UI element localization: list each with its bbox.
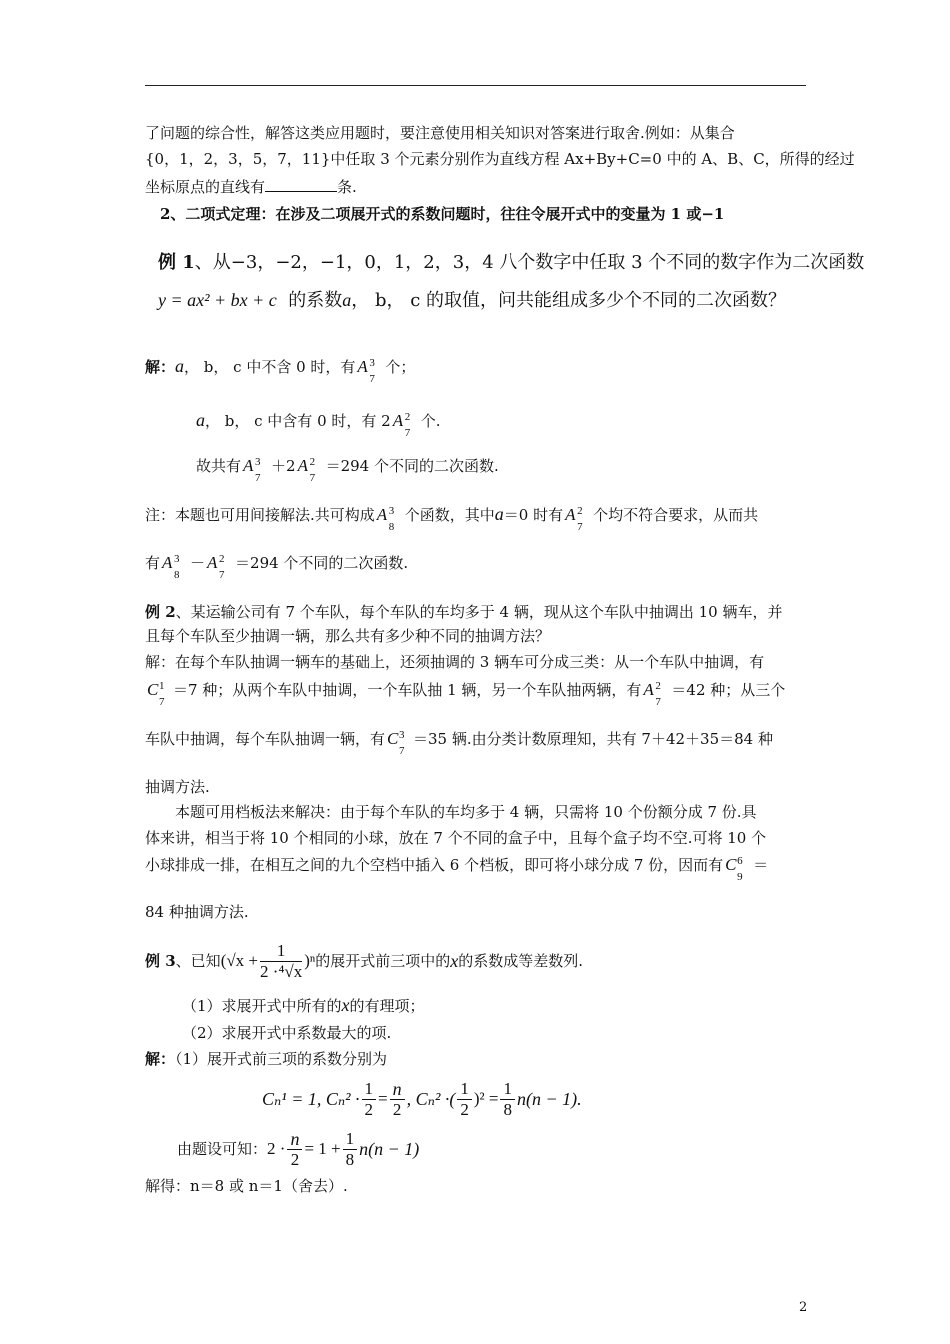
- coefficient-formula: Cₙ¹ = 1, Cₙ² · $\frac{1}{2}$ = $\frac{n}{2}$ , Cₙ² ·( $\frac{1}{2}$ )² = $\frac{1}{8}$ n(n − 1).: [262, 1078, 582, 1119]
- example-3-answer: 解得：n＝8 或 n＝1（舍去）.: [145, 1177, 348, 1195]
- solution-1-line-2: a， b， c 中含有 0 时，有 2 A 2 7 个.: [196, 410, 441, 439]
- note-line-2: 有 A 3 8 － A 2 7 ＝294 个不同的二次函数.: [145, 553, 409, 581]
- example-2-alt-2: 体来讲，相当于将 10 个相同的小球，放在 7 个不同的盒子中，且每个盒子均不空.可将 10 个: [145, 829, 767, 847]
- example-2-solution-3: 车队中抽调，每个车队抽调一辆，有 C 3 7 ＝35 辆.由分类计数原理知，共有 7＋42＋35＝84 种: [145, 729, 773, 757]
- example-3-line-1: 例 3 、已知 (√x + $\frac{1}{\text{2 ·⁴√x}}$ )ⁿ 的展开式前三项中的 x 的系数成等差数列.: [145, 940, 584, 981]
- example-2-line-1: 例 2、某运输公司有 7 个车队，每个车队的车均多于 4 辆，现从这个车队中抽调出 10 辆车，并: [145, 603, 783, 621]
- example-2-solution-1: 解：在每个车队抽调一辆车的基础上，还须抽调的 3 辆车可分成三类：从一个车队中抽调，有: [145, 653, 765, 671]
- example-1-line-2: y = ax² + bx + c 的系数a， b， c 的取值，问共能组成多少个不同的二次函数？: [158, 290, 787, 311]
- A-7-3: A 3 7: [357, 357, 375, 385]
- example-3-solution-1: 解：（1）展开式前三项的系数分别为: [145, 1050, 388, 1068]
- example-2-alt-3: 小球排成一排，在相互之间的九个空档中插入 6 个档板，即可将小球分成 7 份，因而有 C 6 9 ＝: [145, 855, 769, 883]
- example-2-solution-2: C 1 7 ＝7 种；从两个车队中抽调，一个车队抽 1 辆，另一个车队抽两辆，有 A 2 7 ＝42 种；从三个: [147, 680, 786, 708]
- intro-line-1: 了问题的综合性，解答这类应用题时，要注意使用相关知识对答案进行取舍.例如：从集合: [145, 124, 735, 142]
- intro-line-2: {0，1，2，3，5，7，11}中任取 3 个元素分别作为直线方程 Ax+By+C=0 中的 A、B、C，所得的经过: [145, 150, 855, 168]
- answer-blank: [265, 177, 337, 192]
- A-7-2: A 2 7: [392, 411, 411, 439]
- question-2: （2）求展开式中系数最大的项.: [182, 1024, 392, 1042]
- example-2-line-2: 且每个车队至少抽调一辆，那么共有多少种不同的抽调方法？: [145, 627, 551, 645]
- page-number: 2: [799, 1300, 808, 1315]
- quadratic-formula: y = ax² + bx + c: [158, 290, 277, 310]
- example-1-line-1: 例 1、从−3，−2，−1，0，1，2，3，4 八个数字中任取 3 个不同的数字作为二次函数: [158, 252, 865, 273]
- intro-line-3: 坐标原点的直线有 条.: [145, 178, 357, 196]
- example-2-solution-4: 抽调方法.: [145, 778, 210, 796]
- solution-1-line-1: 解：a， b， c 中不含 0 时，有 A 3 7 个；: [145, 356, 416, 385]
- note-line-1: 注：本题也可用间接解法.共可构成 A 3 8 个函数，其中a＝0 时有 A 2 7 个均不符合要求，从而共: [145, 504, 759, 533]
- example-2-alt-4: 84 种抽调方法.: [145, 903, 249, 921]
- example-2-alt-1: 本题可用档板法来解决：由于每个车队的车均多于 4 辆，只需将 10 个份额分成 7 份.具: [175, 803, 757, 821]
- question-1: （1）求展开式中所有的x的有理项；: [182, 995, 425, 1015]
- header-rule: [145, 85, 806, 86]
- condition-formula: 由题设可知： 2 · $\frac{n}{2}$ = 1 + $\frac{1}{8}$ n(n − 1): [177, 1128, 420, 1169]
- solution-1-line-3: 故共有 A 3 7 ＋2 A 2 7 ＝294 个不同的二次函数.: [196, 456, 499, 484]
- section-2-heading: 2、二项式定理：在涉及二项展开式的系数问题时，往往令展开式中的变量为 1 或−1: [160, 205, 725, 223]
